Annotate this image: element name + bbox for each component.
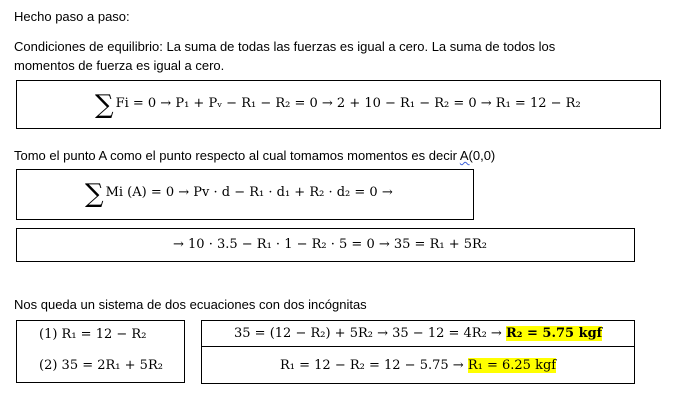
sigma-symbol: ∑ (95, 90, 114, 120)
solution-r1-result: R₁ = 6.25 kgf (467, 358, 557, 373)
solution-r2 (234, 325, 602, 343)
solution-r2-result: R₂ = 5.75 kgf (505, 326, 603, 341)
solution-box (201, 320, 635, 384)
equation-moments-continued: → 10 · 3.5 − R₁ · 1 − R₂ · 5 = 0 → 35 = R₁ + 5R₂ (173, 237, 487, 252)
system-equation-1: (1) R₁ = 12 − R₂ (39, 327, 147, 342)
solution-divider (202, 346, 634, 347)
system-box (16, 320, 185, 383)
solution-r1-steps: R₁ = 12 − R₂ = 12 − 5.75 → (280, 358, 468, 373)
solution-r2-steps: 35 = (12 − R₂) + 5R₂ → 35 − 12 = 4R₂ → (234, 326, 506, 341)
equation-box-forces (16, 80, 661, 129)
equation-moments (85, 179, 393, 209)
moment-intro-text: Tomo el punto A como el punto respecto al cual tomamos momentos es decir (14, 148, 460, 163)
heading: Hecho paso a paso: (14, 9, 130, 24)
system-equation-2: (2) 35 = 2R₁ + 5R₂ (39, 358, 163, 373)
equation-forces-text: Fi = 0 → P₁ + Pᵥ − R₁ − R₂ = 0 → 2 + 10 − R₁ − R₂ = 0 → R₁ = 12 − R₂ (115, 96, 581, 111)
equation-moments-text: Mi (A) = 0 → Pv · d − R₁ · d₁ + R₂ · d₂ = 0 → (105, 185, 393, 200)
conditions-line-2: momentos de fuerza es igual a cero. (14, 58, 225, 73)
system-intro: Nos queda un sistema de dos ecuaciones con dos incógnitas (14, 297, 367, 312)
moment-intro-end: 0,0) (472, 148, 496, 163)
equation-box-moments-continued (16, 228, 635, 262)
solution-r1 (280, 357, 556, 375)
sigma-symbol: ∑ (85, 179, 104, 209)
equation-forces (95, 90, 581, 120)
conditions-line-1: Condiciones de equilibrio: La suma de todas las fuerzas es igual a cero. La suma de todos los (14, 39, 556, 54)
equation-box-moments (16, 169, 474, 220)
moment-intro (14, 147, 495, 165)
spellcheck-word: A( (459, 148, 473, 163)
